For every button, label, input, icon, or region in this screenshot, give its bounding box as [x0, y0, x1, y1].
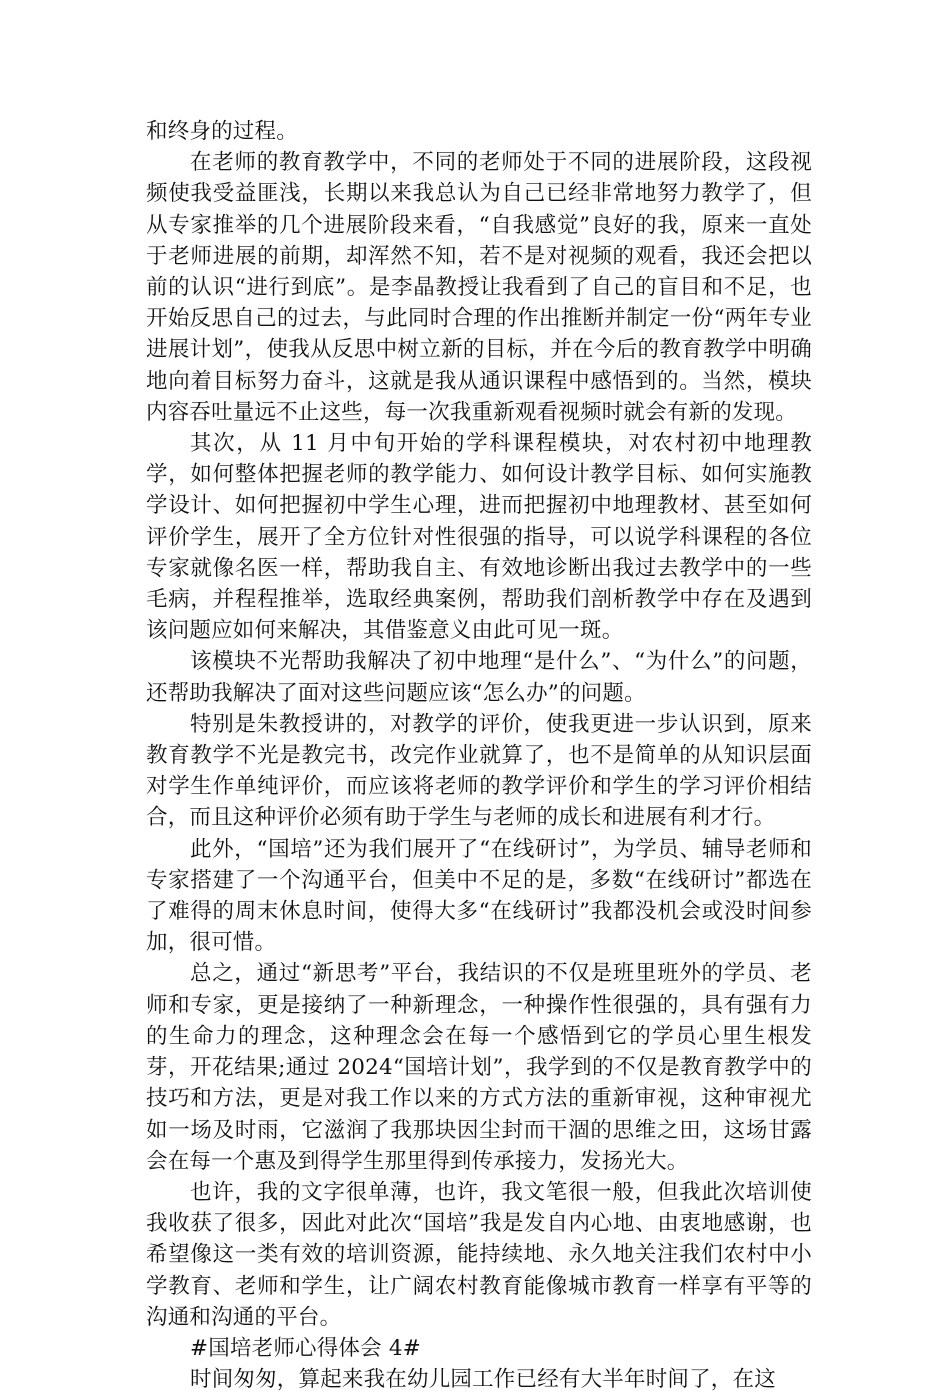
- section-heading: #国培老师心得体会 4#: [190, 1335, 421, 1361]
- document-body: [146, 116, 812, 1395]
- paragraph: 特别是朱教授讲的，对教学的评价，使我更进一步认识到，原来教育教学不光是教完书，改完作业就算了，也不是简单的从知识层面对学生作单纯评价，而应该将老师的教学评价和学生的学习评价相结合，而且这种评价必须有助于学生与老师的成长和进展有利才行。: [146, 711, 812, 831]
- paragraph: 该模块不光帮助我解决了初中地理“是什么”、“为什么”的问题，还帮助我解决了面对这些问题应该“怎么办”的问题。: [146, 649, 812, 706]
- paragraph: 其次，从 11 月中旬开始的学科课程模块，对农村初中地理教学，如何整体把握老师的教学能力、如何设计教学目标、如何实施教学设计、如何把握初中学生心理，进而把握初中地理教材、甚至如何评价学生，展开了全方位针对性很强的指导，可以说学科课程的各位专家就像名医一样，帮助我自主、有效地诊断出我过去教学中的一些毛病，并程程推举，选取经典案例，帮助我们剖析教学中存在及遇到该问题应如何来解决，其借鉴意义由此可见一斑。: [146, 431, 812, 644]
- paragraph: 也许，我的文字很单薄，也许，我文笔很一般，但我此次培训使我收获了很多，因此对此次“国培”我是发自内心地、由衷地感谢，也希望像这一类有效的培训资源，能持续地、永久地关注我们农村中小学教育、老师和学生，让广阔农村教育能像城市教育一样享有平等的沟通和沟通的平台。: [146, 1179, 812, 1330]
- paragraph: 总之，通过“新思考”平台，我结识的不仅是班里班外的学员、老师和专家，更是接纳了一种新理念，一种操作性很强的，具有强有力的生命力的理念，这种理念会在每一个感悟到它的学员心里生根发芽，开花结果;通过 2024“国培计划”，我学到的不仅是教育教学中的技巧和方法，更是对我工作以来的方式方法的重新审视，这种审视尤如一场及时雨，它滋润了我那块因尘封而干涸的思维之田，这场甘露会在每一个惠及到得学生那里得到传承接力，发扬光大。: [146, 961, 812, 1174]
- paragraph: 此外，“国培”还为我们展开了“在线研讨”，为学员、辅导老师和专家搭建了一个沟通平台，但美中不足的是，多数“在线研讨”都选在了难得的周末休息时间，使得大多“在线研讨”我都没机会或没时间参加，很可惜。: [146, 836, 812, 956]
- paragraph: 时间匆匆，算起来我在幼儿园工作已经有大半年时间了，在这: [190, 1367, 776, 1393]
- paragraph: 在老师的教育教学中，不同的老师处于不同的进展阶段，这段视频使我受益匪浅，长期以来我总认为自己已经非常地努力教学了，但从专家推举的几个进展阶段来看，“自我感觉”良好的我，原来一直处于老师进展的前期，却浑然不知，若不是对视频的观看，我还会把以前的认识“进行到底”。是李晶教授让我看到了自己的盲目和不足，也开始反思自己的过去，与此同时合理的作出推断并制定一份“两年专业进展计划”，使我从反思中树立新的目标，并在今后的教育教学中明确地向着目标努力奋斗，这就是我从通识课程中感悟到的。当然，模块内容吞吐量远不止这些，每一次我重新观看视频时就会有新的发现。: [146, 150, 812, 425]
- paragraph-continuation: 和终身的过程。: [146, 119, 298, 144]
